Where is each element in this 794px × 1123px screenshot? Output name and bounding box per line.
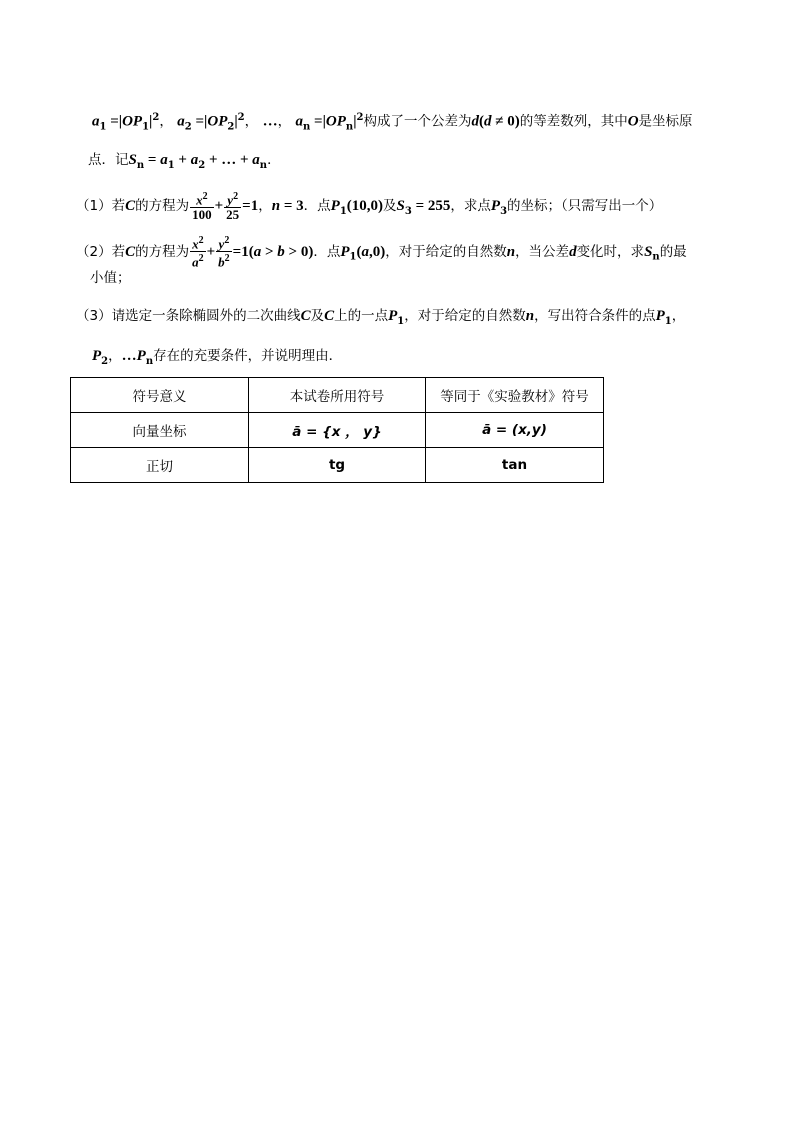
fraction-x2-100: $\frac{x^2}{100}$	[192, 191, 212, 223]
intro-text-3: 是坐标原	[638, 113, 693, 130]
table-row	[71, 413, 604, 448]
fraction-y2-25: $\frac{y^2}{25}$	[226, 191, 240, 223]
intro-text-1: 构成了一个公差为	[363, 113, 472, 130]
table-row	[71, 448, 604, 483]
question-1: （1）若C的方程为 $\frac{x^2}{100}$ + $\frac{y^2}{25}$ =1，n = 3．点$P_1(10,0)$及$S_3 = 255$，求点$P_3$的坐标；（只需写出一个）	[76, 191, 663, 223]
question-2: （2）若C的方程为 $\frac{x^2}{a^2}$ + $\frac{y^2}{b^2}$ =1(a > b > 0)．点$P_1(a,0)$，对于给定的自然数n，当公差d变化时，求$S_n$的最	[76, 235, 687, 270]
table-cell-ours: tg	[249, 448, 426, 483]
table-cell-textbook: ā = (x,y)	[426, 413, 604, 448]
question-3-continued: $P_2$，$\dots P_n$存在的充要条件，并说明理由．	[92, 348, 343, 367]
q3-number: （3）	[76, 308, 112, 324]
table-header-cell: 符号意义	[71, 378, 249, 413]
table-header-cell: 等同于《实验教材》符号	[426, 378, 604, 413]
table-cell-textbook: tan	[426, 448, 604, 483]
question-3: （3）请选定一条除椭圆外的二次曲线C及C上的一点$P_1$，对于给定的自然数n，写出符合条件的点$P_1$，	[76, 308, 686, 327]
fraction-y2-b2: $\frac{y^2}{b^2}$	[218, 235, 230, 270]
intro-text-4: 点．记	[88, 152, 129, 168]
intro-line-1: $a_1 =|OP_1|^2$， $a_2 =|OP_2|^2$， …， $a_n =|OP_n|^2$构成了一个公差为d(d ≠ 0)的等差数列，其中O是坐标原	[92, 112, 693, 133]
table-header-row	[71, 378, 604, 413]
intro-text-2: 的等差数列，其中	[519, 113, 628, 130]
table-cell-label: 向量坐标	[71, 413, 249, 448]
table-cell-ours: ā = {x ， y}	[249, 413, 426, 448]
fraction-x2-a2: $\frac{x^2}{a^2}$	[192, 235, 204, 270]
intro-line-2: 点．记$S_n = a_1 + a_2$ + … + $a_n$．	[88, 152, 281, 171]
table-header-cell: 本试卷所用符号	[249, 378, 426, 413]
question-2-continued: 小值；	[90, 270, 131, 286]
symbol-table	[70, 377, 604, 483]
q1-number: （1）	[76, 198, 112, 215]
table-cell-label: 正切	[71, 448, 249, 483]
q2-number: （2）	[76, 243, 112, 260]
